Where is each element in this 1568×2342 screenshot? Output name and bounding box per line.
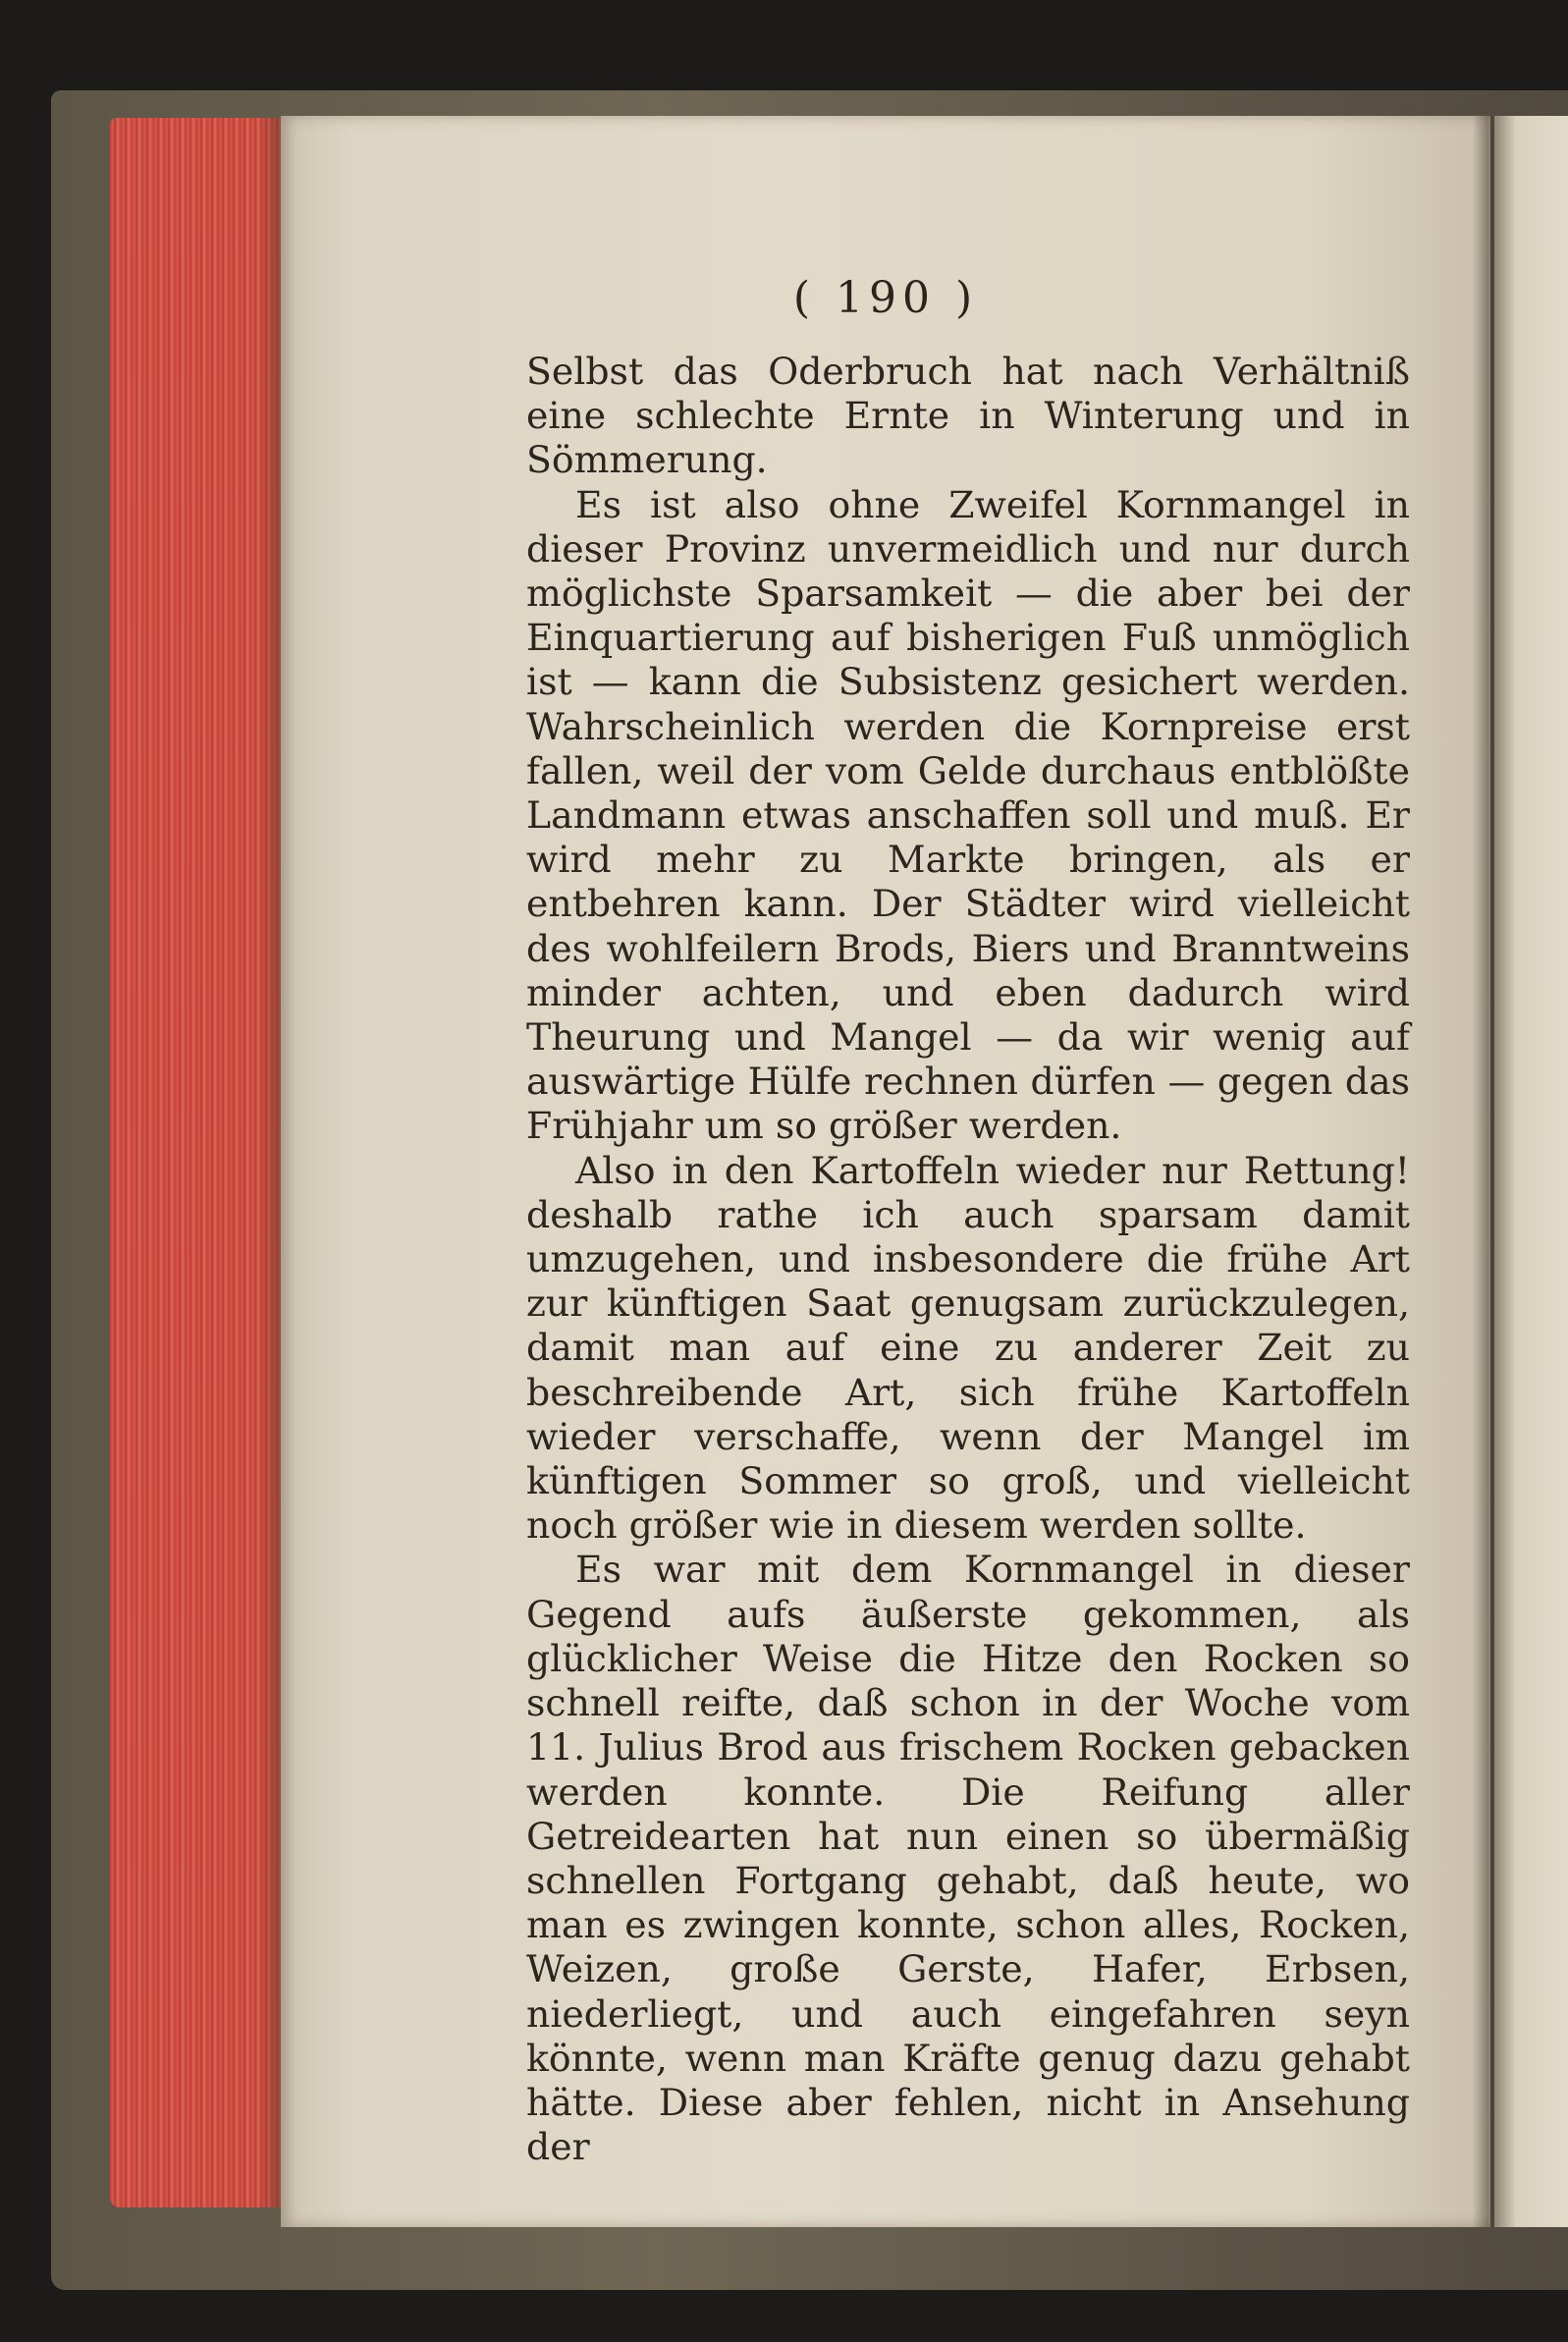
paragraph: Also in den Kartoffeln wieder nur Rettung! deshalb rathe ich auch sparsam damit umzugehen, und insbesondere die frühe Art zur künftigen Saat genugsam zurückzulegen, damit man auf eine zu anderer Zeit zu beschreibende Art, sich frühe Kartoffeln wieder verschaffe, wenn der Mangel im künftigen Sommer so groß, und vielleicht noch größer wie in diesem werden sollte. [526,1148,1410,1548]
page-block-edge [110,118,283,2207]
paragraph: Es war mit dem Kornmangel in dieser Gegend aufs äußerste gekommen, als glücklicher Weise die Hitze den Rocken so schnell reifte, daß schon in der Woche vom 11. Julius Brod aus frischem Rocken gebacken werden konnte. Die Reifung aller Getreidearten hat nun einen so übermäßig schnellen Fortgang gehabt, daß heute, wo man es zwingen konnte, schon alles, Rocken, Weizen, große Gerste, Hafer, Erbsen, niederliegt, und auch eingefahren seyn könnte, wenn man Kräfte genug dazu gehabt hätte. Diese aber fehlen, nicht in Ansehung der [526,1548,1410,2169]
paragraph: Es ist also ohne Zweifel Kornmangel in dieser Provinz unvermeidlich und nur durch möglichste Sparsamkeit — die aber bei der Einquartierung auf bisherigen Fuß unmöglich ist — kann die Subsistenz gesichert werden. Wahrscheinlich werden die Kornpreise erst fallen, weil der vom Gelde durchaus entblößte Landmann etwas anschaffen soll und muß. Er wird mehr zu Markte bringen, als er entbehren kann. Der Städter wird vielleicht des wohlfeilern Brods, Biers und Branntweins minder achten, und eben dadurch wird Theurung und Mangel — da wir wenig auf auswärtige Hülfe rechnen dürfen — gegen das Frühjahr um so größer werden. [526,482,1410,1148]
paragraph: Selbst das Oderbruch hat nach Verhältniß eine schlechte Ernte in Winterung und in Sömmerung. [526,350,1410,482]
page-number-header: ( 190 ) [792,273,979,323]
facing-page-edge [1494,116,1568,2227]
page-text [526,350,1410,2169]
